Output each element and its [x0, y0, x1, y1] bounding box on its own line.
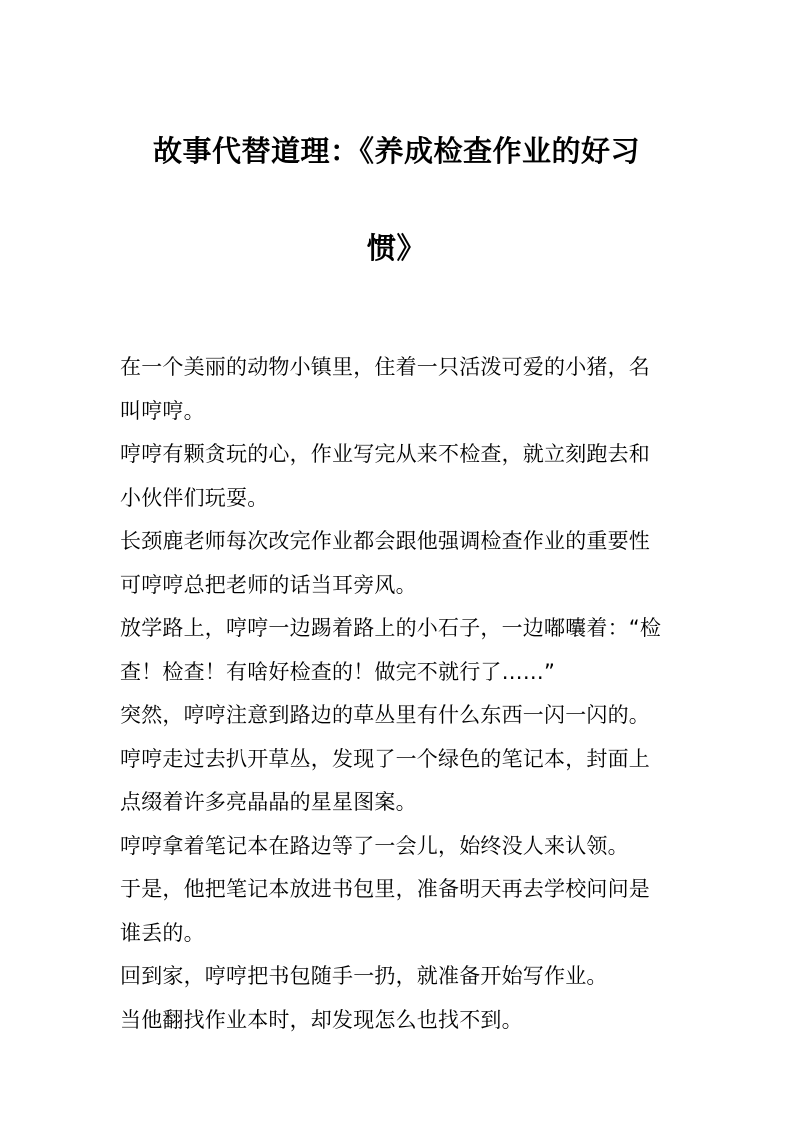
body-line-8: 查！检查！有啥好检查的！做完不就行了……” [120, 659, 556, 684]
body-line-3: 哼哼有颗贪玩的心，作业写完从来不检查，就立刻跑去和 [120, 442, 650, 466]
body-line-13: 于是，他把笔记本放进书包里，准备明天再去学校问问是 [120, 877, 650, 901]
body-line-7: 放学路上，哼哼一边踢着路上的小石子，一边嘟囔着：“检 [120, 616, 662, 640]
body-line-14: 谁丢的。 [120, 920, 205, 945]
document-title-line-1: 故事代替道理：《养成检查作业的好习 [152, 134, 640, 168]
body-line-4: 小伙伴们玩耍。 [120, 485, 269, 510]
document-title-line-2: 惯》 [366, 231, 426, 265]
body-line-1: 在一个美丽的动物小镇里，住着一只活泼可爱的小猪，名 [120, 355, 650, 379]
body-line-2: 叫哼哼。 [120, 398, 205, 423]
body-line-16: 当他翻找作业本时，却发现怎么也找不到。 [120, 1007, 523, 1032]
document-body [120, 346, 676, 1042]
body-line-11: 点缀着许多亮晶晶的星星图案。 [120, 790, 417, 814]
body-line-12: 哼哼拿着笔记本在路边等了一会儿，始终没人来认领。 [120, 833, 629, 858]
body-line-9: 突然，哼哼注意到路边的草丛里有什么东西一闪一闪的。 [120, 703, 650, 727]
body-line-15: 回到家，哼哼把书包随手一扔，就准备开始写作业。 [120, 964, 608, 988]
body-line-6: 可哼哼总把老师的话当耳旁风。 [120, 572, 417, 597]
body-line-5: 长颈鹿老师每次改完作业都会跟他强调检查作业的重要性 [120, 529, 650, 553]
body-line-10: 哼哼走过去扒开草丛，发现了一个绿色的笔记本，封面上 [120, 746, 650, 771]
